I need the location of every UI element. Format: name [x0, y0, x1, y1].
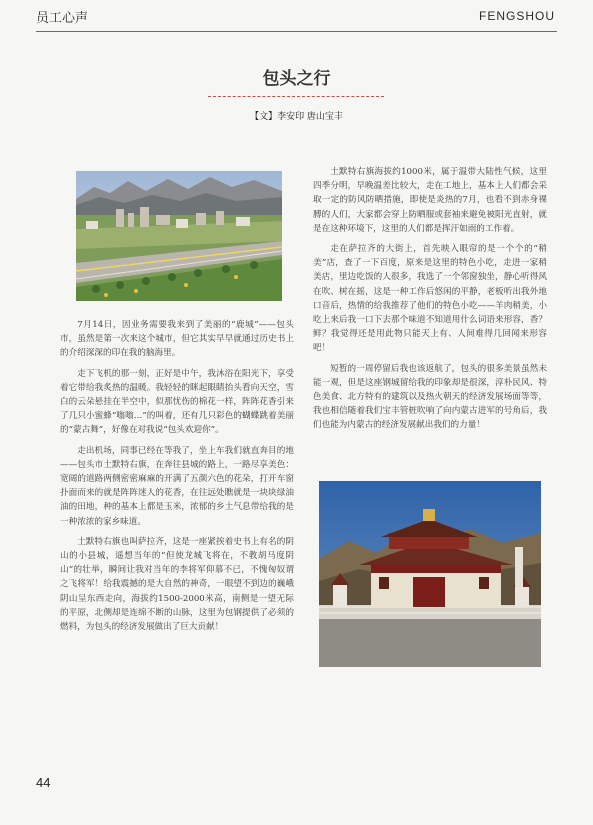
- temple-photo: [319, 481, 541, 667]
- article-column-left: [60, 318, 294, 640]
- city-aerial-photo: [76, 171, 282, 301]
- brand-label: FENGSHOU: [478, 9, 555, 23]
- paragraph: 7月14日，因业务需要我来到了美丽的“鹿城”——包头市，虽然是第一次来这个城市，但它其实早早就通过历史书上的介绍深深的印在我的脑海里。: [60, 320, 294, 359]
- article-column-right: [313, 165, 547, 439]
- article-byline: 【文】李安印 唐山宝丰: [250, 112, 343, 122]
- paragraph: 走出机场，同事已经在等我了，坐上车我们就直奔目的地——包头市土默特右旗，在奔往县城的路上，一路尽享美色：宽阔的道路两侧密密麻麻的开满了五颜六色的花朵，打开车窗扑面而来的就是阵阵迷人的花香，在往远处瞧就是一块块绿油油的田地，种的基本上都是玉米，浓郁的乡土气息带给我的是一种浓浓的家乡味道。: [60, 445, 294, 527]
- section-label: 员工心声: [36, 11, 89, 26]
- header-divider: [36, 31, 557, 32]
- title-divider: [208, 96, 384, 97]
- page-number: 44: [36, 775, 51, 790]
- paragraph: 土默特右旗海拔约1000米，属于温带大陆性气候，这里四季分明，早晚温差比较大，走在工地上，基本上人们都会采取一定的防风防晒措施，即使是炎热的7月，也看不到赤身裸膊的人们，大家都会穿上防晒服或套袖来避免被阳光直射，就是在这种环境下，这里的人们都是挥汗如雨的工作着。: [313, 167, 547, 234]
- paragraph: 土默特右旗也叫萨拉齐，这是一座紧挨着史书上有名的阴山的小县城，遥想当年的“但使龙城飞将在，不教胡马度阴山”的壮举，瞬间让我对当年的李将军仰慕不已，不愧匈奴谓之飞将军！给我震撼的是大自然的神奇，一眼望不到边的巍峨阴山呈东西走向，海拔约1500-2000米高，南侧是一望无际的平原，北侧却是连绵不断的山脉，这里为包钢提供了必须的燃料，为包头的经济发展做出了巨大贡献！: [60, 536, 294, 633]
- paragraph: 走下飞机的那一刻，正好是中午，我沐浴在阳光下，享受着它带给我炙热的温暖。我轻轻的眯起眼睛抬头看向天空，雪白的云朵悬挂在半空中，似那忧伤的棉花一样，阵阵花香引来了几只小蜜蜂“嗡嗡…”的叫着，还有几只彩色的蝴蝶跳着美丽的“蒙古舞”，好像在对我说“包头欢迎你”。: [60, 368, 294, 436]
- paragraph: 走在萨拉齐的大街上，首先映入眼帘的是一个个的“稍美”店，查了一下百度，原来是这里的特色小吃，走进一家稍美店，里边吃饭的人很多，我选了一个邻窗独坐，静心听得风在吹、树在摇，这是一种工作后悠闲的平静，老板听出我外地口音后，热情的给我推荐了他们的特色小吃——羊肉稍美，小吃上来后我一口下去那个味道不知道用什么词语来形容，香？鲜？我觉得还是用此物只能天上有、人间难得几回闻来形容吧！: [313, 244, 547, 354]
- article-title: 包头之行: [262, 69, 331, 89]
- paragraph: 短暂的一周停留后我也该返航了，包头的很多美景虽然未能一观，但是这座钢城留给我的印象却是很深，淳朴民风、特色美食、北方特有的建筑以及热火朝天的经济发展场面等等，我也相信随着我们宝丰管桩吹响了向内蒙古进军的号角后，我们也能为内蒙古的经济发展献出我们的力量！: [313, 363, 547, 431]
